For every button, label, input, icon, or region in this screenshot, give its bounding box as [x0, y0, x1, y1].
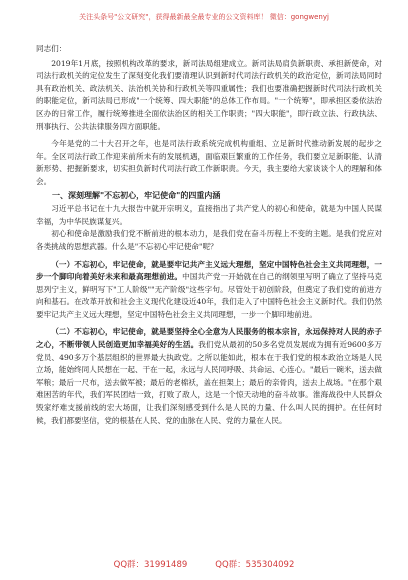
footer-banner [0, 552, 408, 576]
point-paragraph [36, 259, 382, 322]
greeting: 同志们： [36, 44, 67, 53]
paragraph: 2019年1月底，按照机构改革的要求，新司法局组建成立。新司法局肩负新职责、承担新使命，对司法行政机关的定位发生了深刻变化我们要清理认识到新时代司法行政机关的政治定位，新司法局同时具有政治机关、政法机关、法治机关协和行政机关等四重属性；我们也要准确把握新时代司法行政机关的职能定位，新司法局已形成"一个统筹、四大职能"的总体工作布局。"一个统筹"，即承担区委依法治区办的日常工作，履行统筹推进全面依法治区的相关工作职责；"四大职能"，即行政立法、行政执法、刑事执行、公共法律服务四方面职能。 [36, 58, 382, 131]
point-paragraph [36, 326, 382, 427]
point-body: 中国共产党一开始就在自己的纲领里写明了确立了坚持马克思列宁主义，鲜明写下"工人阶级""无产阶级"这些字句。尽管处于初创阶段，但奠定了我们党的前进方向和基石。在改革开放和社会主义现代化建设近40年，我们走入了中国特色社会主义新时代。我们仍然要牢记共产主义远大理想，坚定中国特色社会主义共同理想，一步一个脚印地前进。 [36, 272, 383, 319]
header-banner-text: 关注头条号"公文研究"，获得最新最全最专业的公文资料库！ 微信：gongwenyj [79, 13, 329, 21]
document-body [36, 43, 382, 427]
paragraph: 初心和使命是激励我们党不断前进的根本动力，是我们党在奋斗历程上不变的主题。是我们党应对各类挑战的思想武器。什么是"不忘初心牢记使命"呢？ [36, 229, 382, 251]
paragraph: 今年是党的二十大召开之年，也是司法行政系统完成机构重组、立足新时代推动新发展的起步之年。全区司法行政工作迎来前所未有的发展机遇，面临艰巨繁重的工作任务，我们要立足新职能、认清新形势、把握新要求，切实担负新时代司法行政工作新职责。今天，我主要给大家谈谈个人的理解和体会。 [36, 139, 382, 186]
point-lead: （二）不忘初心，牢记使命，就是要坚持全心全意为人民服务的根本宗旨，永远保持对人民的赤子之心，不断带领人民创造更加幸福美好的生活。 [36, 327, 382, 350]
section-heading: 一、深刻理解"不忘初心，牢记使命"的四重内涵 [52, 190, 221, 200]
point-body: 我们党从最初的50多名党员发展成为拥有近9600多万党员、490多万个基层组织的世界最大执政党。之所以能如此，根本在于我们党的根本政治立场是人民立场，能始终同人民想在一起、干在一起，永远与人民同呼吸、共命运、心连心。"最后一碗米，送去做军粮；最后一尺布，送去做军被；最后的老棉袄，盖在担架上；最后的亲骨肉，送去上战场。"在那个艰难困苦的年代，我们军民团结一致，打败了敌人，这是一个惊天动地的奋斗故事。淮海战役中人民群众毁家纾难支援前线的宏大场面，让我们深刻感受到什么是人民的力量、什么叫人民的拥护。在任何时候，我们都要坚信，党的根基在人民、党的血脉在人民、党的力量在人民。 [36, 340, 382, 425]
point-lead: （一）不忘初心，牢记使命，就是要牢记共产主义远大理想，坚定中国特色社会主义共同理想，一步一个脚印向着美好未来和最高理想前进。 [36, 259, 382, 282]
header-banner [0, 0, 408, 34]
qq-group-1: QQ群：31991489 [113, 560, 188, 570]
paragraph: 习近平总书记在十九大报告中就开宗明义，直接指出了共产党人的初心和使命，就是为中国人民谋幸福，为中华民族谋复兴。 [36, 204, 382, 226]
qq-group-2: QQ群：535304092 [215, 560, 295, 570]
